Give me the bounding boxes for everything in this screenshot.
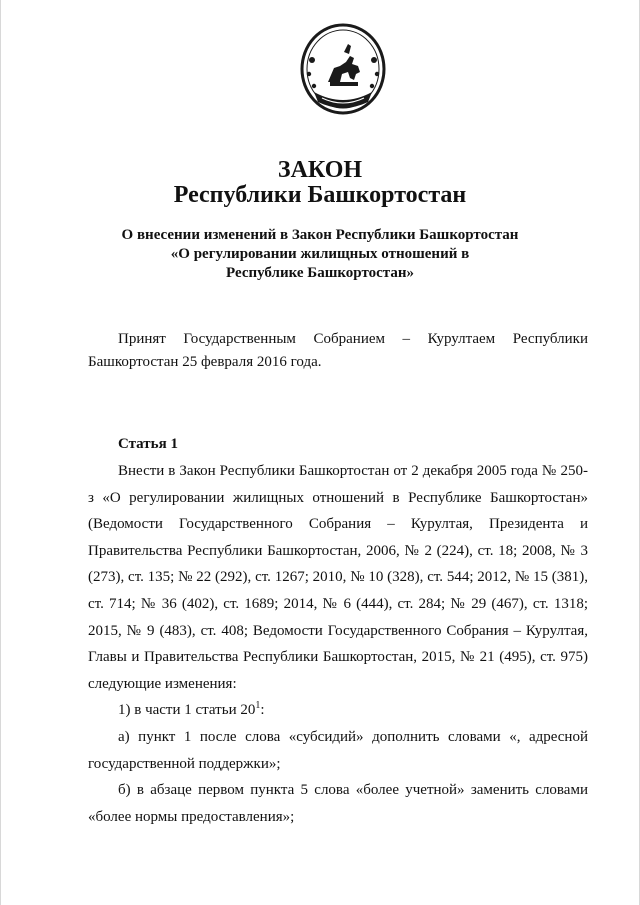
amendment-item-1-text: 1) в части 1 статьи 20	[118, 702, 256, 719]
adoption-note: Принят Государственным Собранием – Курултаем Республики Башкортостан 25 февраля 2016 года.	[88, 331, 588, 370]
amendment-item-1	[88, 697, 588, 724]
article-heading: Статья 1	[118, 436, 178, 452]
document-subtitle-line-3: Республике Башкортостан»	[226, 265, 414, 281]
document-title-republic: Республики Башкортостан	[173, 182, 467, 208]
scan-left-edge	[0, 0, 1, 905]
amendment-item-1-colon: :	[260, 702, 265, 719]
amendment-item-a: а) пункт 1 после слова «субсидий» дополнить словами «, адресной государственной поддержки»;	[88, 728, 588, 772]
amendment-item-b: б) в абзаце первом пункта 5 слова «более учетной» заменить словами «более нормы предоставления»;	[88, 782, 588, 825]
article-body	[88, 458, 588, 830]
amendment-item-1-superscript: 1	[255, 700, 261, 712]
article-intro-paragraph: Внести в Закон Республики Башкортостан от 2 декабря 2005 года № 250-з «О регулировании жилищных отношений в Республике Башкортостан» (Ведомости Государственного Собрания – Курултая, Президента и Правительства Республики Башкортостан, 2006, № 2 (224), ст. 18; 2008, № 3 (273), ст. 135; № 22 (292), ст. 1267; 2010, № 10 (328), ст. 544; 2012, № 15 (381), ст. 714; № 36 (402), ст. 1689; 2014, № 6 (444), ст. 284; № 29 (467), ст. 1318; 2015, № 9 (483), ст. 408; Ведомости Государственного Собрания – Курултая, Главы и Правительства Республики Башкортостан, 2015, № 21 (495), ст. 975) следующие изменения:	[88, 463, 588, 692]
document-title: ЗАКОН	[277, 157, 363, 183]
bashkortostan-coat-of-arms-icon	[300, 22, 386, 118]
document-subtitle-line-2: «О регулировании жилищных отношений в	[170, 246, 470, 262]
document-subtitle-line-1: О внесении изменений в Закон Республики Башкортостан	[121, 227, 519, 243]
